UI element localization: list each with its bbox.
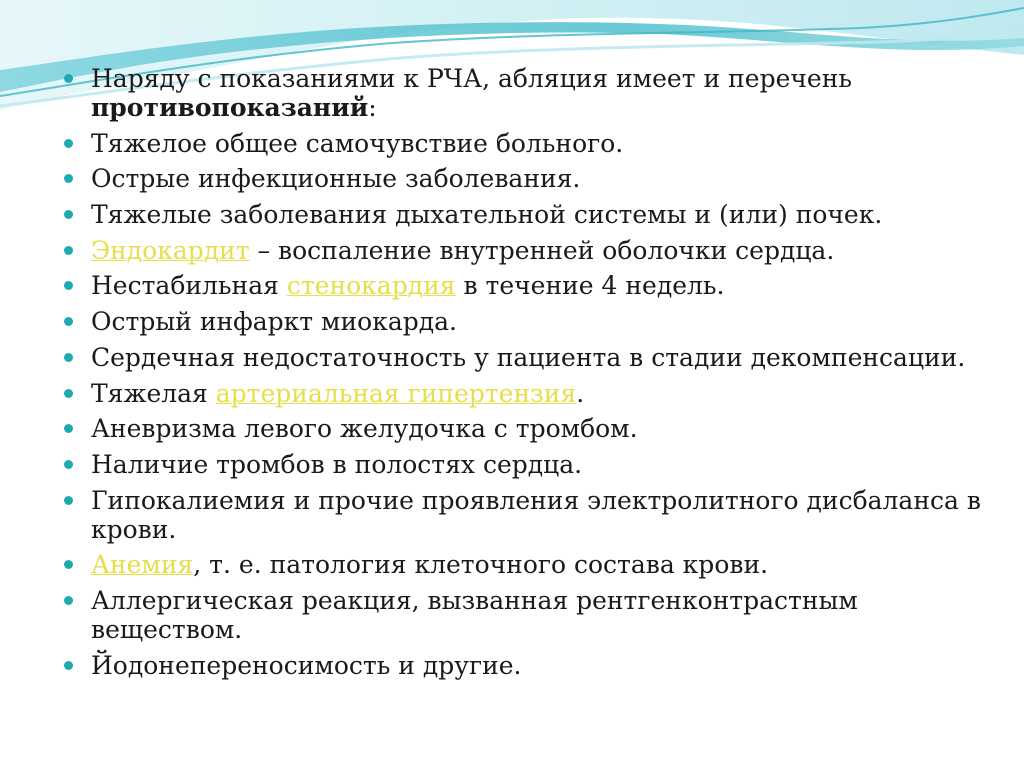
bullet-icon	[64, 74, 73, 83]
list-item	[64, 164, 994, 193]
bullet-icon	[64, 281, 73, 290]
bullet-icon	[64, 174, 73, 183]
bullet-icon	[64, 424, 73, 433]
bullet-icon	[64, 460, 73, 469]
item-text-post: – воспаление внутренней оболочки сердца.	[249, 235, 835, 265]
item-link[interactable]: стенокардия	[286, 271, 456, 301]
bullet-icon	[64, 246, 73, 255]
list-item	[64, 550, 994, 579]
item-text-pre: Наряду с показаниями к РЧА, абляция имеет и перечень	[91, 64, 852, 93]
bullet-icon	[64, 210, 73, 219]
item-text-post: .	[576, 378, 585, 408]
list-item	[64, 379, 994, 408]
bullet-icon	[64, 353, 73, 362]
list-item	[64, 414, 994, 443]
item-text: Аллергическая реакция, вызванная рентгенконтрастным веществом.	[91, 585, 858, 644]
list-item	[64, 200, 994, 229]
bullet-icon	[64, 560, 73, 569]
item-text-post: в течение 4 недель.	[455, 271, 725, 301]
contraindications-list	[64, 64, 994, 686]
list-item	[64, 271, 994, 300]
list-item	[64, 343, 994, 372]
bullet-icon	[64, 596, 73, 605]
list-item	[64, 307, 994, 336]
item-text: Гипокалиемия и прочие проявления электролитного дисбаланса в крови.	[91, 485, 981, 544]
list-item	[64, 651, 994, 680]
bullet-icon	[64, 496, 73, 505]
list-item	[64, 586, 994, 644]
bullet-icon	[64, 317, 73, 326]
item-text-post: :	[368, 93, 377, 122]
item-text: Острые инфекционные заболевания.	[91, 164, 581, 194]
item-link[interactable]: артериальная гипертензия	[215, 378, 577, 408]
list-item	[64, 450, 994, 479]
item-text-post: , т. е. патология клеточного состава крови.	[193, 550, 769, 580]
item-text-pre: Тяжелая	[91, 378, 216, 408]
list-item	[64, 486, 994, 544]
item-text: Тяжелые заболевания дыхательной системы и (или) почек.	[91, 200, 883, 230]
item-link[interactable]: Анемия	[91, 550, 194, 580]
bullet-icon	[64, 661, 73, 670]
item-text-bold: противопоказаний	[91, 93, 369, 122]
bullet-icon	[64, 139, 73, 148]
item-text: Сердечная недостаточность у пациента в стадии декомпенсации.	[91, 342, 966, 372]
item-text: Острый инфаркт миокарда.	[91, 307, 457, 337]
item-text: Наличие тромбов в полостях сердца.	[91, 449, 583, 479]
item-text: Йодонепереносимость и другие.	[91, 650, 522, 680]
list-item	[64, 64, 994, 122]
item-link[interactable]: Эндокардит	[91, 235, 250, 265]
item-text-pre: Нестабильная	[91, 271, 287, 301]
item-text: Аневризма левого желудочка с тромбом.	[91, 414, 638, 444]
list-item	[64, 236, 994, 265]
item-text: Тяжелое общее самочувствие больного.	[91, 128, 624, 158]
bullet-icon	[64, 389, 73, 398]
list-item	[64, 129, 994, 158]
